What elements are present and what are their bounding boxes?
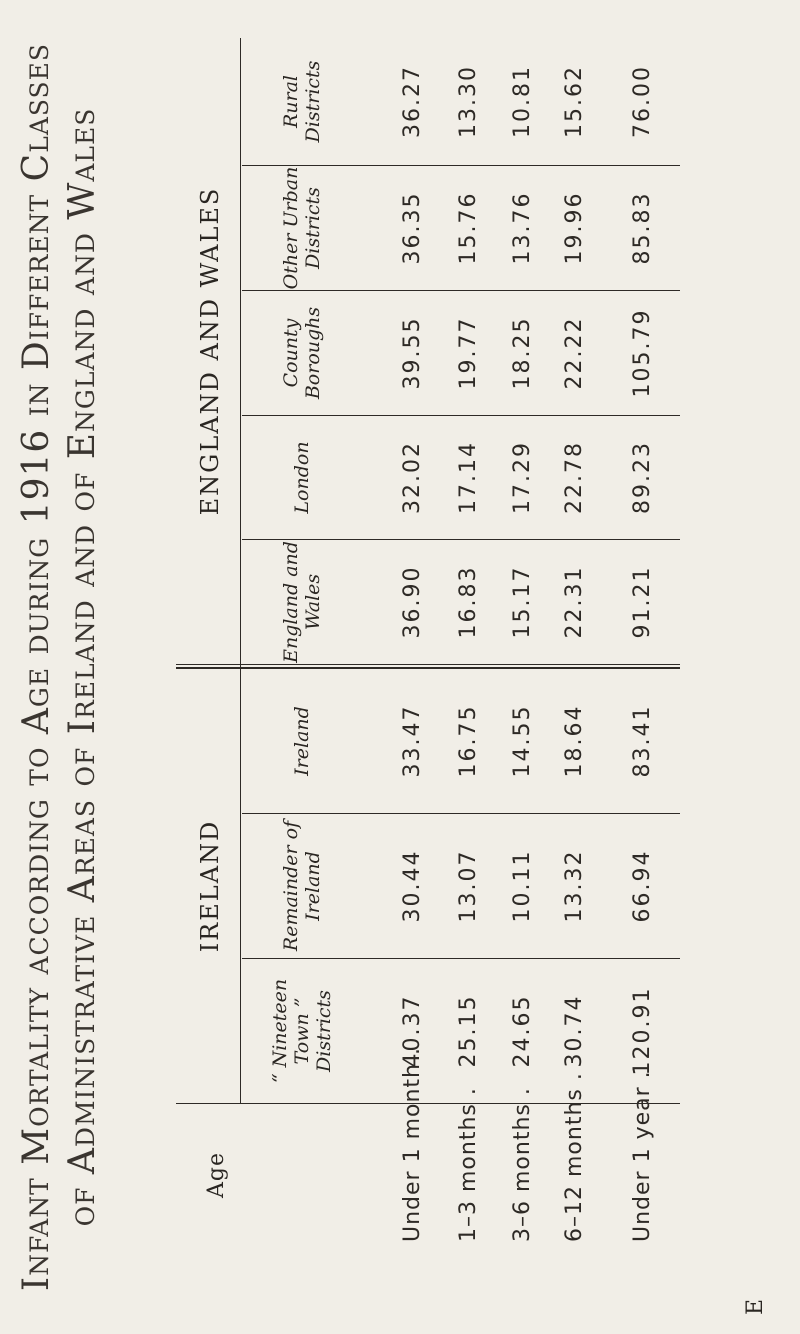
table-cell: 36.27 xyxy=(400,65,425,138)
table-cell: 105.79 xyxy=(630,308,655,398)
table-cell: 15.62 xyxy=(562,65,587,138)
row-label-under-1-month: Under 1 month . xyxy=(400,1047,425,1242)
table-cell: 22.22 xyxy=(562,316,587,390)
table-cell: 15.76 xyxy=(456,191,481,265)
column-header-age: Age xyxy=(204,1152,229,1198)
table-cell: 76.00 xyxy=(630,65,655,138)
column-header-other-urban: Other Urban Districts xyxy=(280,166,324,290)
table-cell: 22.78 xyxy=(562,441,587,514)
table-cell: 13.07 xyxy=(456,849,481,923)
table-cell: 39.55 xyxy=(400,316,425,390)
table-cell: 16.75 xyxy=(456,704,481,778)
row-label-6-12-months: 6–12 months . xyxy=(562,1072,587,1242)
table-cell: 13.76 xyxy=(510,191,535,265)
table-cell: 10.11 xyxy=(510,849,535,923)
column-header-ireland: Ireland xyxy=(291,706,313,776)
row-label-1-3-months: 1–3 months . xyxy=(456,1087,481,1242)
table-cell: 33.47 xyxy=(400,704,425,778)
table-cell: 30.44 xyxy=(400,849,425,923)
table-cell: 66.94 xyxy=(630,849,655,923)
table-cell: 83.41 xyxy=(630,704,655,778)
table-cell: 13.30 xyxy=(456,65,481,138)
title-line-2: of Administrative Areas of Ireland and of England and Wales xyxy=(62,107,103,1227)
row-label-under-1-year: Under 1 year . xyxy=(630,1070,655,1242)
table-cell: 32.02 xyxy=(400,441,425,514)
table-cell: 18.64 xyxy=(562,704,587,778)
table-cell: 40.37 xyxy=(400,994,425,1068)
table-cell: 15.17 xyxy=(510,565,535,639)
table-cell: 85.83 xyxy=(630,191,655,265)
column-header-county-boroughs: County Boroughs xyxy=(280,306,324,400)
table-cell: 24.65 xyxy=(510,994,535,1068)
group-header-ireland: IRELAND xyxy=(196,819,224,953)
table-cell: 10.81 xyxy=(510,65,535,138)
table-cell: 18.25 xyxy=(510,316,535,390)
table-cell: 13.32 xyxy=(562,849,587,923)
table-cell: 91.21 xyxy=(630,565,655,639)
title-line-1: Infant Mortality according to Age during 1916 in Different Classes xyxy=(16,42,57,1292)
table-cell: 89.23 xyxy=(630,441,655,514)
table-cell: 22.31 xyxy=(562,565,587,639)
table-cell: 25.15 xyxy=(456,994,481,1068)
row-label-3-6-months: 3–6 months . xyxy=(510,1087,535,1242)
table-cell: 120.91 xyxy=(630,986,655,1076)
group-header-england-wales: ENGLAND AND WALES xyxy=(196,186,224,516)
table-cell: 36.90 xyxy=(400,565,425,639)
mortality-table xyxy=(176,38,680,1246)
table-cell: 30.74 xyxy=(562,994,587,1068)
column-header-nineteen-town: “ Nineteen Town ” Districts xyxy=(269,978,335,1084)
column-header-remainder-ireland: Remainder of Ireland xyxy=(280,820,324,952)
table-cell: 17.14 xyxy=(456,441,481,514)
rule-ireland-england-divider-2 xyxy=(176,664,680,665)
table-cell: 16.83 xyxy=(456,565,481,639)
table-cell: 14.55 xyxy=(510,704,535,778)
table-cell: 17.29 xyxy=(510,441,535,514)
column-header-rural: Rural Districts xyxy=(280,60,324,143)
column-header-london: London xyxy=(291,441,313,514)
page-letter: E xyxy=(743,1298,768,1315)
rule-group-under xyxy=(240,38,241,1104)
column-header-england-wales: England and Wales xyxy=(280,541,324,663)
table-cell: 19.96 xyxy=(562,191,587,265)
table-cell: 36.35 xyxy=(400,191,425,265)
table-cell: 19.77 xyxy=(456,316,481,390)
